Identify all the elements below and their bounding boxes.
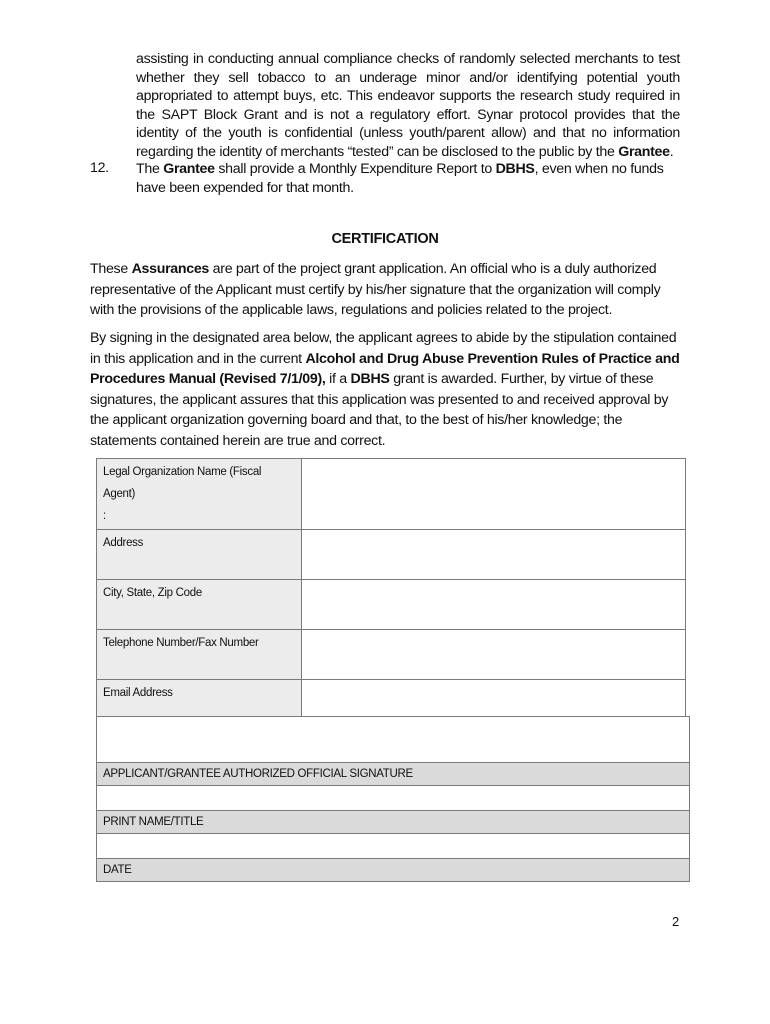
address-label: Address	[97, 530, 302, 580]
page-number: 2	[672, 914, 680, 929]
phone-fax-label: Telephone Number/Fax Number	[97, 630, 302, 680]
signature-table	[96, 716, 690, 882]
paragraph-item-12: The Grantee shall provide a Monthly Expenditure Report to DBHS, even when no funds have been expended for that month.	[136, 161, 664, 196]
table-row	[97, 530, 686, 580]
table-row	[97, 459, 686, 530]
paragraph-item-11: assisting in conducting annual compliance checks of randomly selected merchants to test whether they sell tobacco to an underage minor and/or identifying potential youth appropriated to attempt buys, etc. This endeavor supports the research study required in the SAPT Block Grant and is not a regulatory effort. Synar protocol provides that the identity of the youth is confidential (unless youth/parent allow) and that no information regarding the identity of merchants “tested” can be disclosed to the public by the Grantee.	[136, 51, 680, 160]
list-number-12: 12.	[90, 160, 109, 176]
signature-field[interactable]	[97, 717, 690, 763]
org-name-label: Legal Organization Name (Fiscal Agent) :	[97, 459, 302, 530]
certification-heading: CERTIFICATION	[331, 231, 439, 247]
table-row	[97, 630, 686, 680]
print-name-field[interactable]	[97, 786, 690, 811]
table-row	[97, 580, 686, 630]
table-row	[97, 763, 690, 786]
city-state-zip-field[interactable]	[302, 580, 686, 630]
table-row	[97, 786, 690, 811]
certification-paragraph-2: By signing in the designated area below, the applicant agrees to abide by the stipulation contained in this application and in the current Alcohol and Drug Abuse Prevention Rules of Practice and Procedures Manual (Revised 7/1/09), if a DBHS grant is awarded. Further, by virtue of these signatures, the applicant assures that this application was presented to and received approval by the applicant organization governing board and that, to the best of his/her knowledge; the statements contained herein are true and correct.	[90, 330, 680, 449]
organization-info-table	[96, 458, 686, 730]
email-label: Email Address	[97, 680, 302, 730]
address-field[interactable]	[302, 530, 686, 580]
signature-label: APPLICANT/GRANTEE AUTHORIZED OFFICIAL SIGNATURE	[97, 763, 690, 786]
certification-paragraph-1: These Assurances are part of the project grant application. An official who is a duly authorized representative of the Applicant must certify by his/her signature that the organization will comply with the provisions of the applicable laws, regulations and policies related to the project.	[90, 261, 661, 318]
table-row	[97, 834, 690, 859]
table-row	[97, 811, 690, 834]
date-label: DATE	[97, 859, 690, 882]
city-state-zip-label: City, State, Zip Code	[97, 580, 302, 630]
org-name-field[interactable]	[302, 459, 686, 530]
phone-fax-field[interactable]	[302, 630, 686, 680]
table-row	[97, 859, 690, 882]
print-name-label: PRINT NAME/TITLE	[97, 811, 690, 834]
date-field[interactable]	[97, 834, 690, 859]
table-row	[97, 717, 690, 763]
